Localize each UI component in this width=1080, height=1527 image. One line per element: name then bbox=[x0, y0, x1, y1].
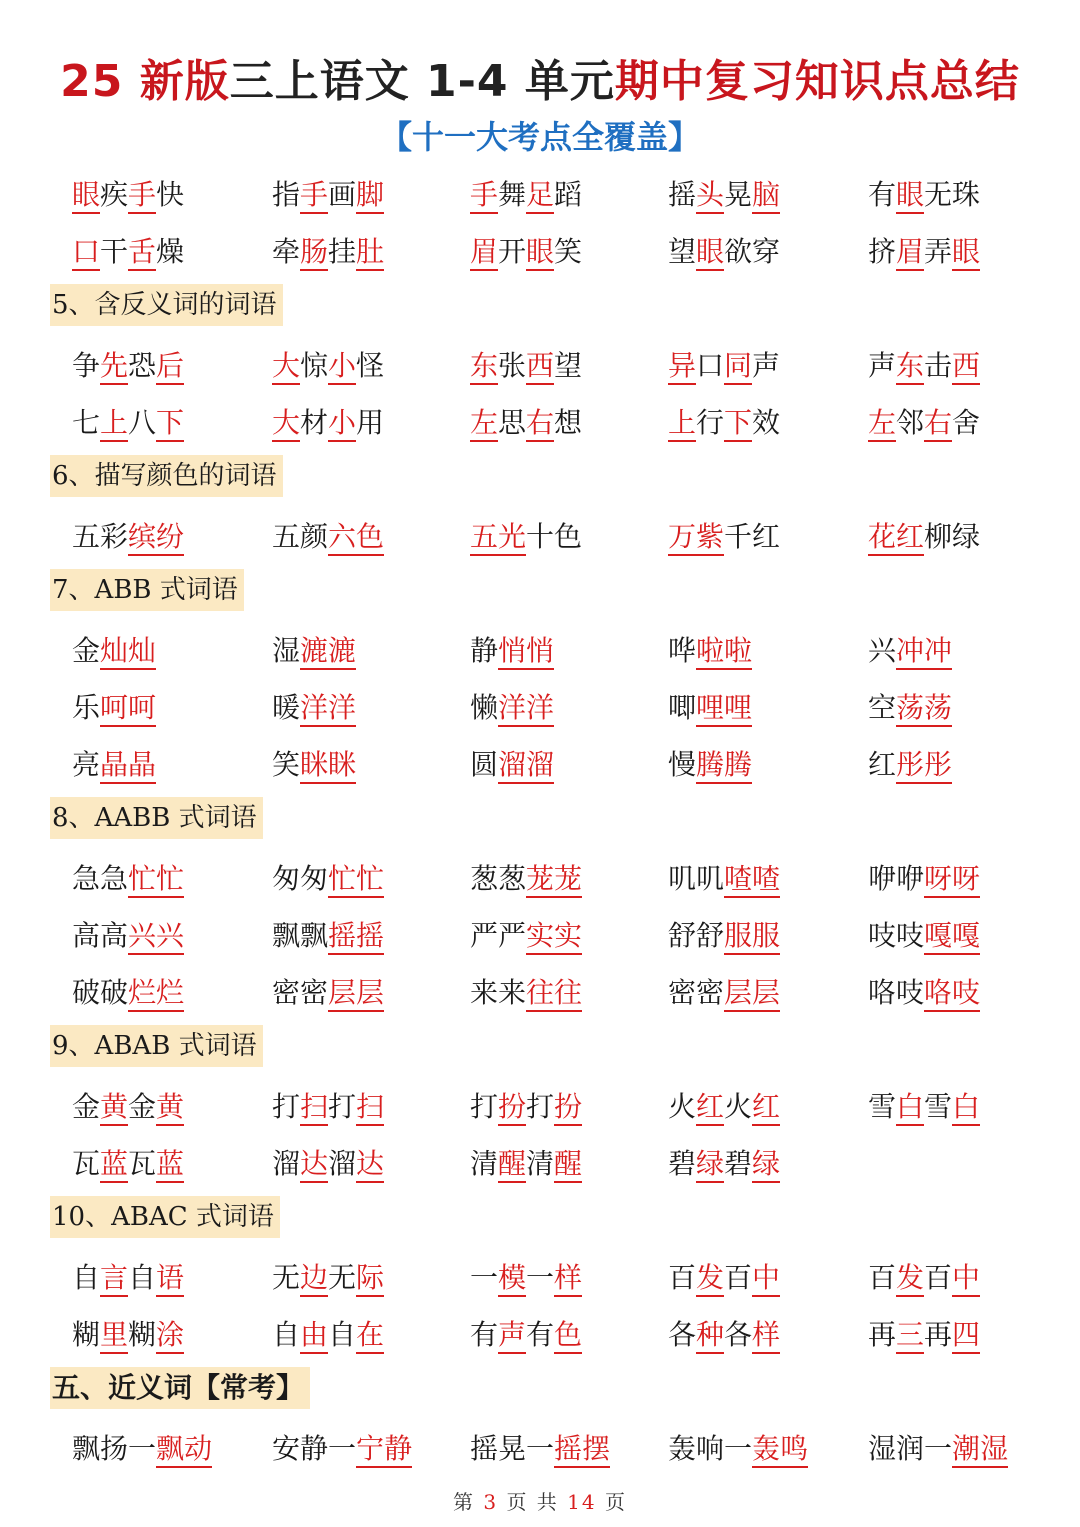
page-title: 25 新版三上语文 1-4 单元期中复习知识点总结 bbox=[60, 56, 1020, 107]
word-item: 挤眉弄眼 bbox=[868, 229, 980, 275]
word-item: 笑眯眯 bbox=[272, 742, 356, 788]
section-heading: 8、AABB 式词语 bbox=[50, 797, 263, 839]
word-item: 舒舒服服 bbox=[668, 913, 780, 959]
word-item: 上行下效 bbox=[668, 400, 780, 446]
word-row bbox=[72, 514, 1072, 560]
word-item: 打扮打扮 bbox=[470, 1084, 582, 1130]
word-item: 唧哩哩 bbox=[668, 685, 752, 731]
word-item: 严严实实 bbox=[470, 913, 582, 959]
word-item: 密密层层 bbox=[272, 970, 384, 1016]
word-row bbox=[72, 172, 1072, 218]
word-row bbox=[72, 343, 1072, 389]
word-item: 急急忙忙 bbox=[72, 856, 184, 902]
word-item: 一模一样 bbox=[470, 1255, 582, 1301]
section-heading: 五、近义词【常考】 bbox=[50, 1367, 310, 1409]
word-row bbox=[72, 1255, 1072, 1301]
word-item: 异口同声 bbox=[668, 343, 780, 389]
word-item: 空荡荡 bbox=[868, 685, 952, 731]
word-row bbox=[72, 1141, 1072, 1187]
word-row bbox=[72, 856, 1072, 902]
section-heading: 7、ABB 式词语 bbox=[50, 569, 244, 611]
word-item: 吱吱嘎嘎 bbox=[868, 913, 980, 959]
word-item: 湿润一潮湿 bbox=[868, 1426, 1008, 1472]
word-item: 懒洋洋 bbox=[470, 685, 554, 731]
word-item: 溜达溜达 bbox=[272, 1141, 384, 1187]
word-item: 咯吱咯吱 bbox=[868, 970, 980, 1016]
word-item: 摇头晃脑 bbox=[668, 172, 780, 218]
word-item: 有眼无珠 bbox=[868, 172, 980, 218]
word-item: 糊里糊涂 bbox=[72, 1312, 184, 1358]
word-item: 再三再四 bbox=[868, 1312, 980, 1358]
word-item: 各种各样 bbox=[668, 1312, 780, 1358]
word-row bbox=[72, 628, 1072, 674]
word-item: 五颜六色 bbox=[272, 514, 384, 560]
word-item: 红彤彤 bbox=[868, 742, 952, 788]
word-item: 大惊小怪 bbox=[272, 343, 384, 389]
word-item: 安静一宁静 bbox=[272, 1426, 412, 1472]
word-item: 手舞足蹈 bbox=[470, 172, 582, 218]
word-item: 自由自在 bbox=[272, 1312, 384, 1358]
word-row bbox=[72, 685, 1072, 731]
word-item: 匆匆忙忙 bbox=[272, 856, 384, 902]
word-item: 高高兴兴 bbox=[72, 913, 184, 959]
word-item: 七上八下 bbox=[72, 400, 184, 446]
word-item: 葱葱茏茏 bbox=[470, 856, 582, 902]
word-item: 左思右想 bbox=[470, 400, 582, 446]
word-item: 兴冲冲 bbox=[868, 628, 952, 674]
word-item: 火红火红 bbox=[668, 1084, 780, 1130]
word-row bbox=[72, 742, 1072, 788]
word-item: 五光十色 bbox=[470, 514, 582, 560]
page-subtitle: 【十一大考点全覆盖】 bbox=[379, 118, 700, 156]
word-item: 争先恐后 bbox=[72, 343, 184, 389]
word-item: 瓦蓝瓦蓝 bbox=[72, 1141, 184, 1187]
section-heading: 6、描写颜色的词语 bbox=[50, 455, 283, 497]
word-item: 大材小用 bbox=[272, 400, 384, 446]
word-item: 咿咿呀呀 bbox=[868, 856, 980, 902]
word-item: 破破烂烂 bbox=[72, 970, 184, 1016]
word-row bbox=[72, 1312, 1072, 1358]
word-item: 金黄金黄 bbox=[72, 1084, 184, 1130]
word-item: 湿漉漉 bbox=[272, 628, 356, 674]
word-item: 指手画脚 bbox=[272, 172, 384, 218]
word-item: 来来往往 bbox=[470, 970, 582, 1016]
word-item: 金灿灿 bbox=[72, 628, 156, 674]
word-item: 哗啦啦 bbox=[668, 628, 752, 674]
section-heading: 5、含反义词的词语 bbox=[50, 284, 283, 326]
page-footer: 第 3 页 共 14 页 bbox=[453, 1490, 627, 1514]
word-item: 飘飘摇摇 bbox=[272, 913, 384, 959]
word-item: 静悄悄 bbox=[470, 628, 554, 674]
word-item: 慢腾腾 bbox=[668, 742, 752, 788]
word-item: 望眼欲穿 bbox=[668, 229, 780, 275]
word-item: 摇晃一摇摆 bbox=[470, 1426, 610, 1472]
word-item: 清醒清醒 bbox=[470, 1141, 582, 1187]
word-item: 雪白雪白 bbox=[868, 1084, 980, 1130]
word-item: 亮晶晶 bbox=[72, 742, 156, 788]
word-item: 密密层层 bbox=[668, 970, 780, 1016]
word-item: 东张西望 bbox=[470, 343, 582, 389]
word-item: 轰响一轰鸣 bbox=[668, 1426, 808, 1472]
word-row bbox=[72, 1084, 1072, 1130]
word-item: 牵肠挂肚 bbox=[272, 229, 384, 275]
word-item: 万紫千红 bbox=[668, 514, 780, 560]
word-item: 花红柳绿 bbox=[868, 514, 980, 560]
section-heading: 10、ABAC 式词语 bbox=[50, 1196, 280, 1238]
section-heading: 9、ABAB 式词语 bbox=[50, 1025, 263, 1067]
word-item: 百发百中 bbox=[668, 1255, 780, 1301]
word-item: 暖洋洋 bbox=[272, 685, 356, 731]
word-item: 碧绿碧绿 bbox=[668, 1141, 780, 1187]
word-item: 左邻右舍 bbox=[868, 400, 980, 446]
word-item: 口干舌燥 bbox=[72, 229, 184, 275]
word-item: 打扫打扫 bbox=[272, 1084, 384, 1130]
word-item: 百发百中 bbox=[868, 1255, 980, 1301]
word-row bbox=[72, 1426, 1072, 1472]
word-row bbox=[72, 400, 1072, 446]
word-item: 乐呵呵 bbox=[72, 685, 156, 731]
word-item: 圆溜溜 bbox=[470, 742, 554, 788]
word-item: 叽叽喳喳 bbox=[668, 856, 780, 902]
word-item: 眼疾手快 bbox=[72, 172, 184, 218]
word-item: 飘扬一飘动 bbox=[72, 1426, 212, 1472]
word-item: 五彩缤纷 bbox=[72, 514, 184, 560]
word-row bbox=[72, 913, 1072, 959]
word-item: 有声有色 bbox=[470, 1312, 582, 1358]
word-row bbox=[72, 970, 1072, 1016]
word-item: 声东击西 bbox=[868, 343, 980, 389]
word-item: 自言自语 bbox=[72, 1255, 184, 1301]
word-row bbox=[72, 229, 1072, 275]
word-item: 无边无际 bbox=[272, 1255, 384, 1301]
word-item: 眉开眼笑 bbox=[470, 229, 582, 275]
